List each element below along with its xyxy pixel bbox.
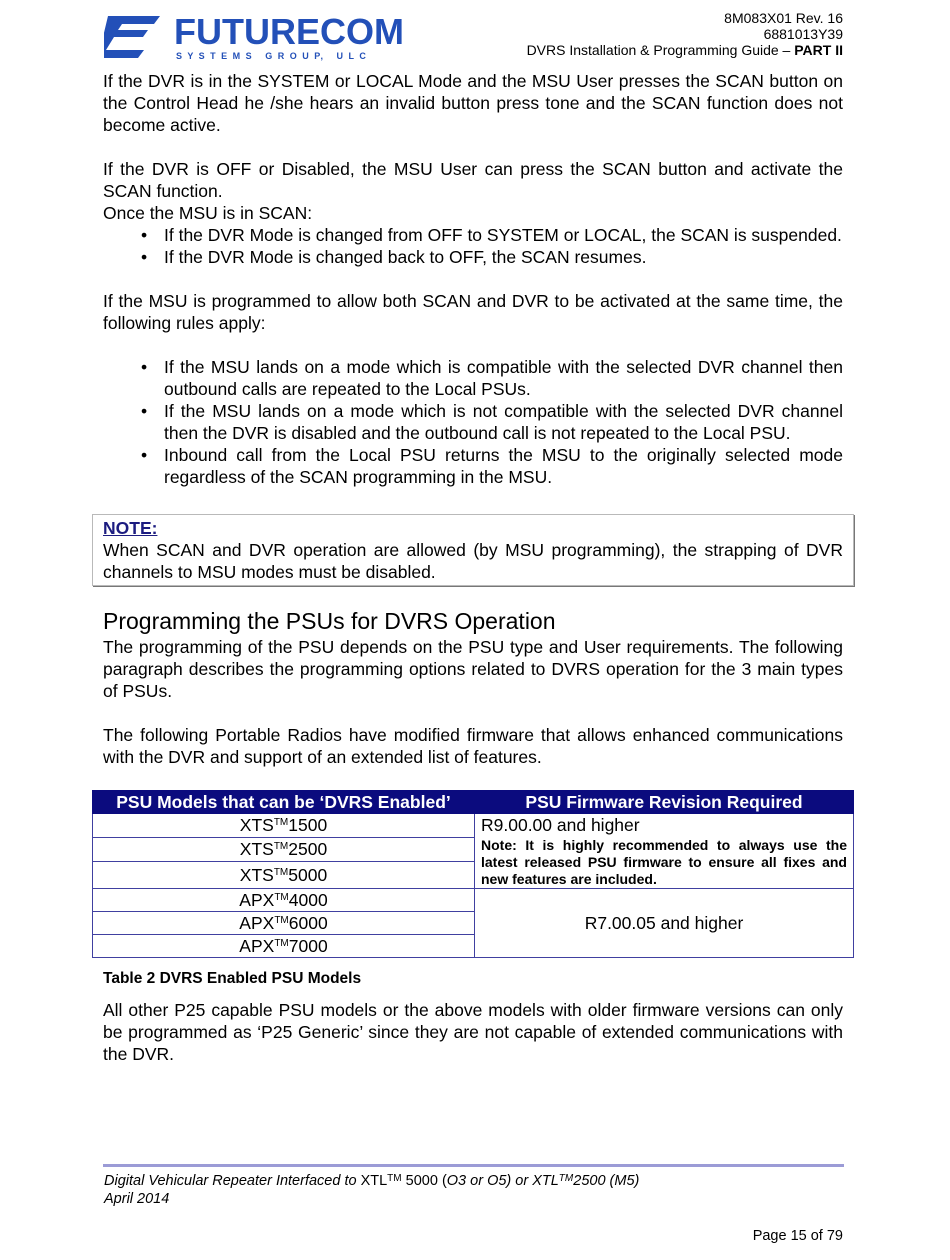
paragraph-3: Once the MSU is in SCAN: <box>103 203 313 223</box>
doc-number: 8M083X01 Rev. 16 <box>724 10 843 26</box>
paragraph-5: The programming of the PSU depends on the PSU type and User requirements. The following paragraph describes the programming options related to DVRS operation for the 3 main types of PSUs. <box>103 637 843 701</box>
paragraph-7: All other P25 capable PSU models or the above models with older firmware versions can only be programmed as ‘P25 Generic’ since they are not capable of extended communications with the DVR. <box>103 1000 843 1064</box>
firmware-cell <box>475 814 854 889</box>
rules-list <box>103 356 843 488</box>
model-cell: APX™6000 <box>93 912 475 935</box>
table-caption: Table 2 DVRS Enabled PSU Models <box>103 970 362 987</box>
list-item: • If the DVR Mode is changed back to OFF, the SCAN resumes. <box>141 247 647 267</box>
logo-subtitle: S Y S T E M S G R O U P, U L C <box>176 51 368 61</box>
table-row <box>93 889 854 912</box>
note-text: When SCAN and DVR operation are allowed (by MSU programming), the strapping of DVR channels to MSU modes must be disabled. <box>103 540 843 582</box>
model-cell: APX™4000 <box>93 889 475 912</box>
firmware-note: Note: It is highly recommended to always use the latest released PSU firmware to ensure all fixes and new features are included. <box>481 837 847 887</box>
paragraph-6: The following Portable Radios have modified firmware that allows enhanced communications with the DVR and support of an extended list of features. <box>103 725 843 767</box>
futurecom-logo <box>104 10 414 62</box>
firmware-version: R9.00.00 and higher <box>481 815 640 835</box>
paragraph-1: If the DVR is in the SYSTEM or LOCAL Mode and the MSU User presses the SCAN button on the Control Head he /she hears an invalid button press tone and the SCAN function does not become active. <box>103 71 843 135</box>
guide-title: DVRS Installation & Programming Guide – <box>526 42 795 58</box>
footer-rule <box>103 1164 844 1167</box>
footer <box>104 1172 639 1208</box>
paragraph-4: If the MSU is programmed to allow both SCAN and DVR to be activated at the same time, the following rules apply: <box>103 291 843 333</box>
bullet-icon: • <box>141 225 148 245</box>
bullet-icon: • <box>141 247 148 267</box>
section-title: Programming the PSUs for DVRS Operation <box>103 608 556 634</box>
psu-models-table <box>92 790 854 958</box>
firmware-cell <box>475 889 854 958</box>
document-header <box>527 10 843 58</box>
firmware-version: R7.00.05 and higher <box>584 913 744 933</box>
note-box <box>92 514 854 586</box>
list-item: • If the MSU lands on a mode which is compatible with the selected DVR channel then outbound calls are repeated to the Local PSUs. <box>141 357 843 399</box>
table-row <box>93 814 854 838</box>
column-header: PSU Models that can be ‘DVRS Enabled’ <box>93 791 475 814</box>
footer-date: April 2014 <box>104 1191 170 1207</box>
list-item: • Inbound call from the Local PSU returns the MSU to the originally selected mode regardless of the SCAN programming in the MSU. <box>141 445 843 487</box>
list-item: • If the MSU lands on a mode which is not compatible with the selected DVR channel then the DVR is disabled and the outbound call is not repeated to the Local PSU. <box>141 401 843 443</box>
page-content <box>103 70 847 1065</box>
guide-part: PART II <box>794 42 843 58</box>
doc-code: 6881013Y39 <box>763 26 843 42</box>
paragraph-2: If the DVR is OFF or Disabled, the MSU User can press the SCAN button and activate the SCAN function. <box>103 159 843 201</box>
list-item: • If the DVR Mode is changed from OFF to SYSTEM or LOCAL, the SCAN is suspended. <box>141 225 842 245</box>
footer-title: Digital Vehicular Repeater Interfaced to XTL™ 5000 (O3 or O5) or XTL™2500 (M5) <box>104 1173 640 1189</box>
scan-list <box>103 224 843 268</box>
column-header: PSU Firmware Revision Required <box>475 791 854 814</box>
page-number: Page 15 of 79 <box>752 1228 843 1244</box>
bullet-icon: • <box>141 445 148 465</box>
bullet-icon: • <box>141 357 148 377</box>
model-cell: XTS™1500 <box>93 814 475 838</box>
logo-wordmark: FUTURECOM <box>174 11 404 52</box>
bullet-icon: • <box>141 401 148 421</box>
note-title: NOTE: <box>103 518 158 538</box>
guide-title-line <box>527 42 843 58</box>
model-cell: XTS™2500 <box>93 837 475 861</box>
table-header-row <box>93 791 854 814</box>
model-cell: XTS™5000 <box>93 861 475 888</box>
model-cell: APX™7000 <box>93 935 475 958</box>
